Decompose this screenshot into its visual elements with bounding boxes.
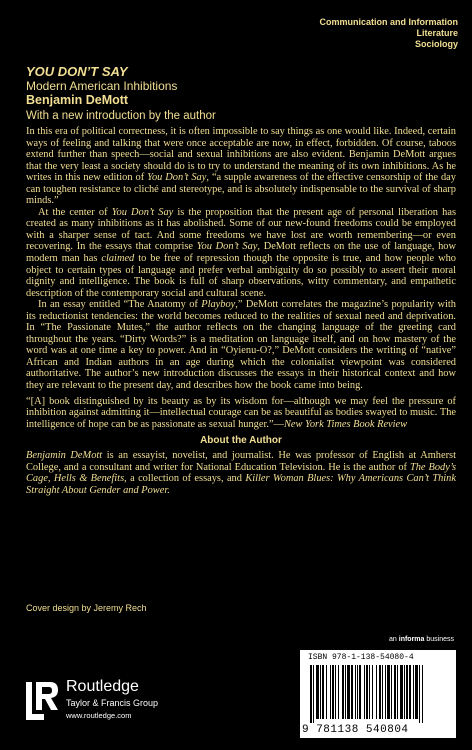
description [26, 126, 456, 430]
publisher-url: www.routledge.com [66, 711, 132, 720]
barcode-bar [357, 665, 358, 719]
barcode-bar [419, 665, 420, 723]
text-run: In this era of political correctness, it is often impossible to say things as one would like. Indeed, certain ways of feeling and talking that were once acceptable are now, in effect, forbidden. Of course, taboos extend further than speech—social and sexual inhibitions are also evident. Benjamin DeMott argues that the very least a society should do is to try to understand the meaning of its own inhibitions. As he writes in this new edition of [26, 126, 456, 184]
informa-prefix: an [389, 636, 399, 643]
barcode-bar [345, 665, 346, 719]
isbn-label: ISBN 978-1-138-54080-4 [308, 653, 414, 662]
new-introduction-note: With a new introduction by the author [26, 110, 216, 122]
text-run: In an essay entitled “The Anatomy of [38, 299, 202, 311]
text-run: At the center of [38, 206, 112, 218]
barcode-bar [404, 665, 405, 719]
barcode-bar [376, 665, 377, 719]
barcode-bar [359, 665, 361, 719]
barcode-bar [422, 665, 423, 723]
barcode-bar [406, 665, 408, 719]
barcode-bar [372, 665, 373, 719]
italic-text: You Don’t Say [111, 206, 174, 218]
text-run: , a collection of essays, and [124, 473, 246, 485]
routledge-logo-icon [20, 678, 64, 724]
barcode-bar [394, 665, 396, 719]
barcode-bar [310, 665, 312, 723]
text-run: ,” DeMott correlates the magazine’s popularity with its reductionist tendencies: the world becomes reduced to the realities of sexual need and deprivation. In “The Passionate Mutes,” the author reflects on the changing language of the greeting card throughout the years. “Dirty Words?” is a meditation on language itself, and on how mastery of the word was at one time a key to power. And in “Oyienu-O?,” DeMott considers the writing of “native” African and Indian authors in an age during which the colonialist viewpoint was considered authoritative. The author’s new introduction discusses the essays in their historical context and how they are relevant to the present day, and describes how the book came into being. [26, 299, 456, 392]
barcode-bars [310, 665, 448, 723]
italic-text: The Body’s Cage, Hells & Benefits [26, 461, 456, 485]
text-run: “[A] book distinguished by its beauty as by its wisdom for—although we may feel the pressure of inhibition against admitting it—intellectual courage can be as beautiful as bodies swayed to music. The intelligence of hope can be as passionate as sexual hunger.”— [26, 395, 456, 430]
barcode-bar [409, 665, 411, 719]
barcode-bar [330, 665, 331, 719]
description-paragraph [26, 207, 456, 299]
book-author: Benjamin DeMott [26, 93, 129, 107]
isbn-barcode [300, 650, 456, 738]
barcode-digits: 9 781138 540804 [302, 724, 409, 736]
barcode-bar [326, 665, 327, 719]
barcode-bar [400, 665, 403, 719]
text-run: is the proposition that the present age of personal liberation has created as many inhibitions as it has abolished. Some of our new-found freedoms could be employed with a sharper sense of tact. And some freedoms we have lost are worth remembering—or even recovering. In the essays that comprise [26, 206, 456, 253]
italic-text: Benjamin DeMott [26, 450, 103, 462]
barcode-bar [391, 665, 392, 719]
italic-text: claimed [101, 253, 135, 265]
barcode-bar [316, 665, 319, 719]
barcode-bar [369, 665, 370, 719]
cover-design-credit: Cover design by Jeremy Rech [26, 603, 147, 613]
barcode-bar [335, 665, 336, 719]
text-run: , “a supple awareness of the effective censorship of the day can toughen resistance to cliché and stereotype, and is absolutely indispensable to the survival of sharp minds.” [26, 172, 456, 207]
barcode-bar [387, 665, 390, 719]
barcode-bar [313, 665, 314, 723]
category-line: Communication and Information [319, 17, 458, 27]
barcode-bar [351, 665, 353, 719]
publisher-group: Taylor & Francis Group [66, 698, 159, 708]
category-line: Sociology [414, 39, 458, 49]
barcode-bar [415, 665, 418, 719]
review-quote [26, 396, 456, 431]
barcode-bar [413, 665, 414, 719]
barcode-bar [332, 665, 334, 719]
barcode-bar [342, 665, 344, 719]
barcode-bar [320, 665, 321, 719]
text-run: to be free of repression though the opposite is true, and how people who object to certain types of language and prefer verbal ambiguity do so possibly to assert their moral dignity and intelligence. The book is full of sharp observations, witty commentary, and empathetic description of the contemporary social and cultural scene. [26, 253, 456, 299]
description-paragraph [26, 299, 456, 391]
barcode-bar [322, 665, 324, 719]
subject-categories [320, 17, 459, 50]
barcode-bar [347, 665, 350, 719]
about-author-heading: About the Author [200, 435, 282, 447]
barcode-bar [382, 665, 383, 719]
about-author-text [26, 450, 456, 496]
barcode-bar [338, 665, 339, 719]
barcode-bar [366, 665, 368, 719]
informa-brand: informa [398, 636, 425, 643]
book-subtitle: Modern American Inhibitions [26, 79, 178, 93]
back-cover-content [26, 64, 456, 496]
italic-text: Playboy [201, 299, 236, 311]
text-run: is an essayist, novelist, and journalist. He was professor of English at Amherst College, and a consultant and writer for National Education Television. He is the author of [26, 450, 456, 473]
barcode-bar [385, 665, 386, 719]
description-paragraph [26, 126, 456, 207]
italic-text: You Don’t Say [196, 241, 258, 253]
book-title: YOU DON’T SAY [26, 64, 128, 79]
barcode-bar [397, 665, 398, 719]
barcode-bar [355, 665, 356, 719]
text-run: , DeMott reflects on the use of language, how modern man has [26, 241, 456, 265]
informa-suffix: business [424, 636, 454, 643]
italic-text: You Don’t Say [147, 172, 207, 184]
barcode-bar [364, 665, 365, 719]
informa-business-mark [389, 636, 454, 643]
category-line: Literature [416, 28, 458, 38]
italic-text: Killer Woman Blues: Why Americans Can’t Think Straight About Gender and Power. [26, 473, 456, 496]
italic-text: New York Times Book Review [283, 418, 408, 430]
barcode-bar [379, 665, 381, 719]
publisher-name: Routledge [66, 678, 139, 695]
